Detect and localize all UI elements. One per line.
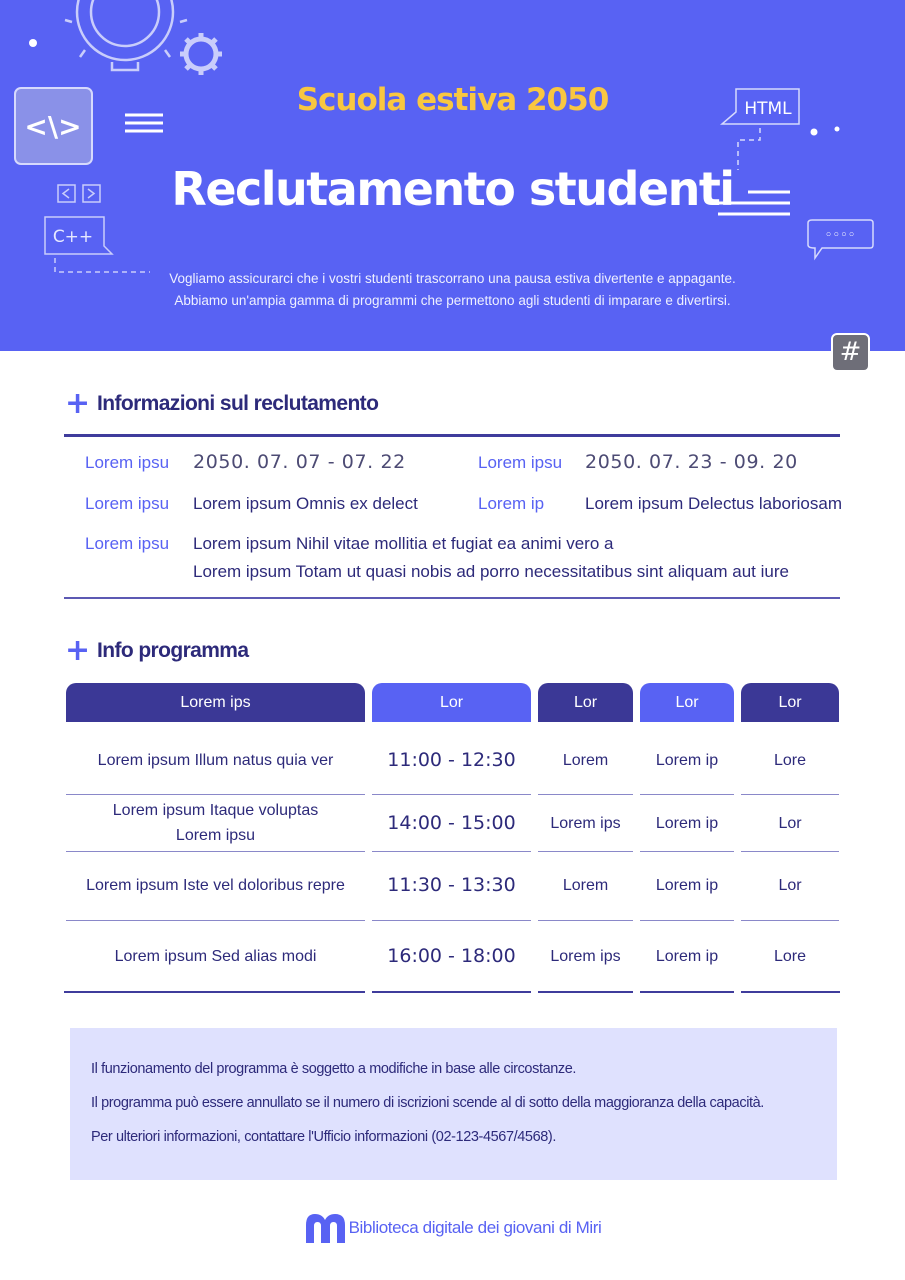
table-cell-name bbox=[66, 796, 365, 850]
small-gear-icon bbox=[180, 33, 222, 75]
page-title: Reclutamento studenti bbox=[171, 162, 734, 216]
hashtag-icon: # bbox=[831, 333, 870, 372]
info-label: Lorem ipsu bbox=[85, 453, 170, 472]
info-value: Lorem ipsum Totam ut quasi nobis ad porro necessitatibus sint aliquam aut iure bbox=[193, 562, 789, 581]
footer-text: Biblioteca digitale dei giovani di Miri bbox=[348, 1218, 602, 1237]
plus-icon: + bbox=[65, 386, 91, 421]
kicker-title: Scuola estiva 2050 bbox=[296, 82, 609, 118]
note-line: Il funzionamento del programma è soggetto a modifiche in base alle circostanze. bbox=[91, 1061, 577, 1077]
table-cell: Lorem ip bbox=[655, 814, 719, 832]
row-line bbox=[741, 794, 839, 795]
recruitment-heading bbox=[65, 386, 379, 421]
row-line bbox=[741, 920, 839, 921]
info-value: Lorem ipsum Delectus laboriosam bbox=[585, 494, 842, 513]
table-cell-time: 14:00 - 15:00 bbox=[387, 811, 516, 834]
table-cell: Lorem ip bbox=[655, 876, 719, 894]
table-header: Lor bbox=[372, 683, 531, 722]
program-title: Info programma bbox=[97, 639, 249, 662]
info-date: 2050. 07. 07 - 07. 22 bbox=[193, 451, 406, 473]
dot-decoration bbox=[811, 129, 818, 136]
row-line bbox=[64, 991, 365, 993]
table-cell: Lore bbox=[773, 947, 807, 965]
table-cell-name: Lorem ipsum Iste vel doloribus repre bbox=[86, 876, 345, 894]
row-line bbox=[741, 851, 839, 852]
info-date: 2050. 07. 23 - 09. 20 bbox=[585, 451, 798, 473]
row-line bbox=[640, 920, 734, 921]
intro-line-2: Abbiamo un'ampia gamma di programmi che permettono agli studenti di imparare e divertirsi. bbox=[174, 293, 731, 308]
row-line bbox=[372, 920, 531, 921]
row-line bbox=[538, 920, 633, 921]
table-cell: Lore bbox=[773, 751, 807, 769]
table-cell-time: 16:00 - 18:00 bbox=[387, 944, 516, 967]
row-line bbox=[640, 851, 734, 852]
row-line bbox=[66, 851, 365, 852]
library-logo-icon bbox=[304, 1211, 347, 1245]
header-banner bbox=[0, 0, 905, 351]
table-cell-name: Lorem ipsum Sed alias modi bbox=[114, 947, 317, 965]
info-value: Lorem ipsum Nihil vitae mollitia et fugiat ea animi vero a bbox=[193, 534, 614, 553]
intro-line-1: Vogliamo assicurarci che i vostri studenti trascorrano una pausa estiva divertente e appagante. bbox=[169, 271, 736, 286]
section-divider bbox=[64, 597, 840, 599]
recruitment-title: Informazioni sul reclutamento bbox=[97, 392, 379, 415]
table-cell: Lorem ips bbox=[550, 947, 621, 965]
row-line bbox=[538, 851, 633, 852]
notes-box bbox=[70, 1028, 837, 1180]
plus-icon: + bbox=[65, 633, 91, 668]
table-cell: Lorem ips bbox=[550, 814, 621, 832]
row-line bbox=[372, 794, 531, 795]
chat-dots: ◦◦◦◦ bbox=[824, 228, 856, 243]
table-cell: Lorem bbox=[562, 876, 609, 894]
row-line bbox=[66, 794, 365, 795]
dot-decoration bbox=[29, 39, 37, 47]
note-line: Per ulteriori informazioni, contattare l'Ufficio informazioni (02-123-4567/4568). bbox=[91, 1129, 556, 1145]
row-line bbox=[372, 851, 531, 852]
info-label: Lorem ip bbox=[478, 494, 545, 513]
table-header: Lor bbox=[741, 683, 839, 722]
html-label: HTML bbox=[744, 99, 792, 119]
table-header: Lor bbox=[640, 683, 734, 722]
table-header: Lorem ips bbox=[66, 683, 365, 722]
cell-line: Lorem ipsu bbox=[175, 827, 256, 844]
table-cell: Lor bbox=[778, 814, 802, 832]
table-cell-time: 11:30 - 13:30 bbox=[387, 873, 516, 896]
table-cell-name: Lorem ipsum Illum natus quia ver bbox=[97, 751, 334, 769]
row-line bbox=[538, 991, 633, 993]
table-cell: Lorem ip bbox=[655, 947, 719, 965]
table-cell: Lor bbox=[778, 876, 802, 894]
row-line bbox=[372, 991, 531, 993]
row-line bbox=[741, 991, 840, 993]
program-heading bbox=[65, 633, 249, 668]
note-line: Il programma può essere annullato se il numero di iscrizioni scende al di sotto della maggioranza della capacità. bbox=[91, 1095, 764, 1111]
info-value: Lorem ipsum Omnis ex delect bbox=[193, 494, 418, 513]
row-line bbox=[538, 794, 633, 795]
footer bbox=[0, 1208, 905, 1248]
row-line bbox=[66, 920, 365, 921]
code-symbol-icon: <\> bbox=[24, 110, 82, 143]
gear-icon bbox=[65, 0, 187, 70]
table-cell-time: 11:00 - 12:30 bbox=[387, 748, 516, 771]
cell-line: Lorem ipsum Itaque voluptas bbox=[112, 802, 319, 819]
table-header: Lor bbox=[538, 683, 633, 722]
cpp-label: C++ bbox=[52, 227, 94, 247]
section-divider bbox=[64, 434, 840, 437]
info-label: Lorem ipsu bbox=[85, 534, 170, 553]
dot-decoration bbox=[835, 127, 840, 132]
row-line bbox=[640, 794, 734, 795]
table-cell: Lorem bbox=[562, 751, 609, 769]
row-line bbox=[640, 991, 734, 993]
table-cell: Lorem ip bbox=[655, 751, 719, 769]
info-label: Lorem ipsu bbox=[478, 453, 563, 472]
intro-text bbox=[0, 268, 905, 312]
info-label: Lorem ipsu bbox=[85, 494, 170, 513]
